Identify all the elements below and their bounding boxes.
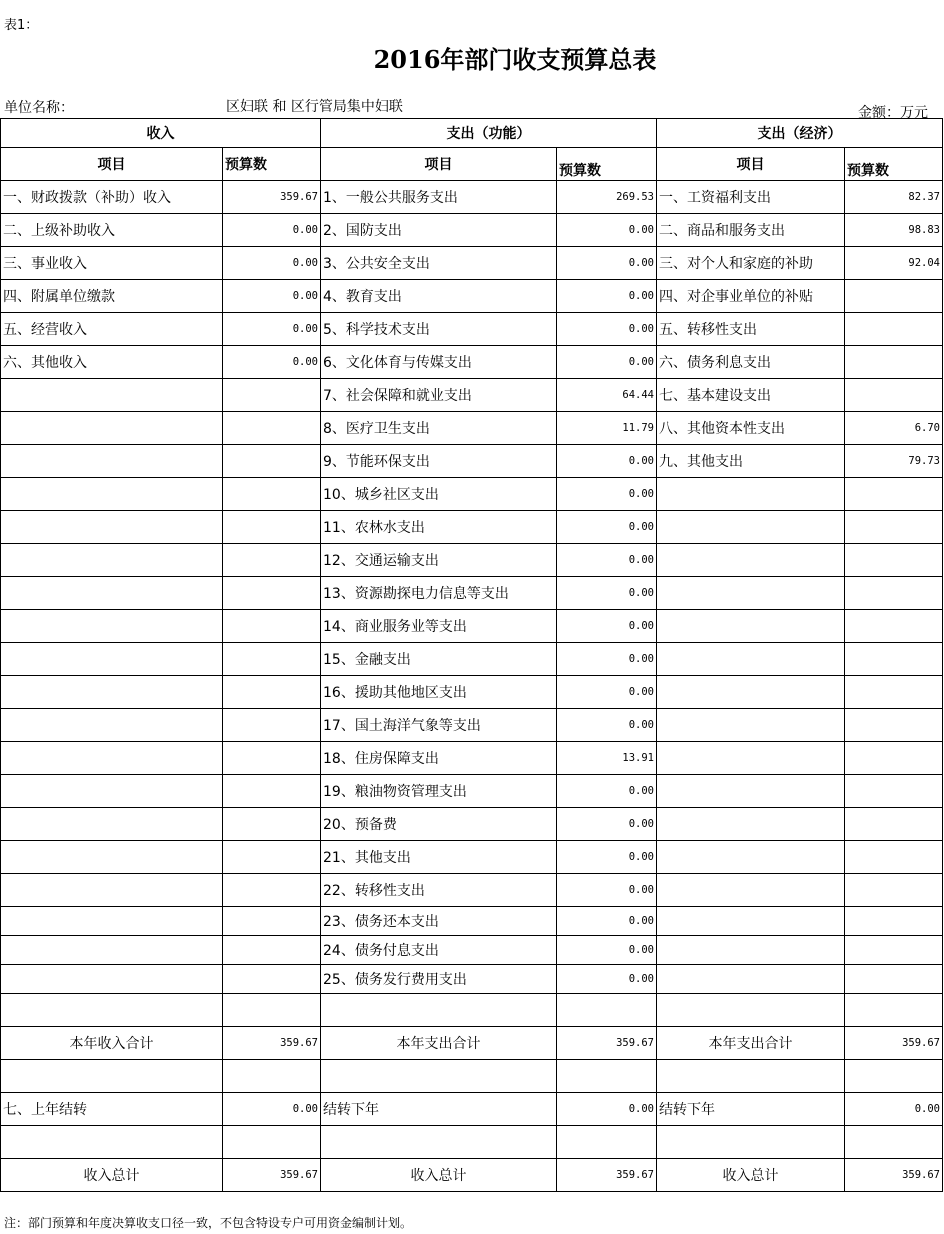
func-budget-cell: 0.00	[557, 965, 657, 994]
income-item-cell	[1, 841, 223, 874]
func-item-cell: 2、国防支出	[321, 214, 557, 247]
carryover-econ-value: 0.00	[845, 1093, 943, 1126]
carryover-func-value: 0.00	[557, 1093, 657, 1126]
econ-item-cell	[657, 936, 845, 965]
econ-item-cell	[657, 775, 845, 808]
income-item-cell	[1, 907, 223, 936]
income-item-cell	[1, 965, 223, 994]
func-item-cell: 23、债务还本支出	[321, 907, 557, 936]
func-budget-cell: 0.00	[557, 478, 657, 511]
econ-budget-cell: 79.73	[845, 445, 943, 478]
econ-item-cell: 二、商品和服务支出	[657, 214, 845, 247]
income-item-cell	[1, 445, 223, 478]
econ-budget-cell	[845, 808, 943, 841]
table-row	[1, 412, 943, 445]
header-func-budget: 预算数	[557, 148, 657, 181]
table-row	[1, 577, 943, 610]
footnote: 注：部门预算和年度决算收支口径一致，不包含特设专户可用资金编制计划。	[4, 1216, 413, 1230]
income-budget-cell	[223, 610, 321, 643]
table-row	[1, 214, 943, 247]
func-item-cell: 22、转移性支出	[321, 874, 557, 907]
carryover-func-label: 结转下年	[321, 1093, 557, 1126]
func-item-cell: 24、债务付息支出	[321, 936, 557, 965]
table-row	[1, 313, 943, 346]
carryover-econ-label: 结转下年	[657, 1093, 845, 1126]
table-row	[1, 874, 943, 907]
grand-total-func-value: 359.67	[557, 1159, 657, 1192]
func-budget-cell: 0.00	[557, 544, 657, 577]
income-budget-cell	[223, 577, 321, 610]
econ-item-cell	[657, 742, 845, 775]
econ-item-cell	[657, 874, 845, 907]
income-budget-cell	[223, 379, 321, 412]
econ-budget-cell	[845, 280, 943, 313]
func-budget-cell: 0.00	[557, 775, 657, 808]
table-row	[1, 346, 943, 379]
econ-item-cell	[657, 808, 845, 841]
func-budget-cell: 0.00	[557, 280, 657, 313]
income-budget-cell	[223, 874, 321, 907]
econ-budget-cell	[845, 577, 943, 610]
func-item-cell: 21、其他支出	[321, 841, 557, 874]
econ-item-cell	[657, 577, 845, 610]
func-budget-cell: 0.00	[557, 709, 657, 742]
income-budget-cell	[223, 775, 321, 808]
func-budget-cell: 0.00	[557, 643, 657, 676]
econ-budget-cell	[845, 709, 943, 742]
econ-budget-cell: 98.83	[845, 214, 943, 247]
econ-budget-cell	[845, 478, 943, 511]
func-budget-cell: 0.00	[557, 247, 657, 280]
func-budget-cell: 64.44	[557, 379, 657, 412]
income-budget-cell: 0.00	[223, 313, 321, 346]
header-income-item: 项目	[1, 148, 223, 181]
income-budget-cell: 0.00	[223, 346, 321, 379]
amount-unit-label: 金额：万元	[858, 105, 928, 121]
income-budget-cell	[223, 445, 321, 478]
table-row	[1, 841, 943, 874]
grand-total-income-value: 359.67	[223, 1159, 321, 1192]
econ-item-cell: 三、对个人和家庭的补助	[657, 247, 845, 280]
func-budget-cell: 0.00	[557, 214, 657, 247]
func-item-cell: 5、科学技术支出	[321, 313, 557, 346]
table-row	[1, 511, 943, 544]
income-item-cell	[1, 742, 223, 775]
func-item-cell: 15、金融支出	[321, 643, 557, 676]
func-item-cell: 6、文化体育与传媒支出	[321, 346, 557, 379]
table-row	[1, 610, 943, 643]
func-budget-cell: 0.00	[557, 808, 657, 841]
income-item-cell	[1, 610, 223, 643]
func-budget-cell: 13.91	[557, 742, 657, 775]
econ-item-cell	[657, 478, 845, 511]
income-budget-cell: 0.00	[223, 280, 321, 313]
table-row	[1, 478, 943, 511]
func-item-cell: 7、社会保障和就业支出	[321, 379, 557, 412]
page-title: 2016年部门收支预算总表	[373, 45, 657, 74]
header-econ-item: 项目	[657, 148, 845, 181]
income-total-label: 本年收入合计	[1, 1027, 223, 1060]
income-budget-cell: 0.00	[223, 214, 321, 247]
table-row	[1, 742, 943, 775]
income-budget-cell	[223, 742, 321, 775]
func-item-cell: 18、住房保障支出	[321, 742, 557, 775]
func-budget-cell: 0.00	[557, 936, 657, 965]
header-income-budget: 预算数	[223, 148, 321, 181]
table-row	[1, 544, 943, 577]
header-econ-budget: 预算数	[845, 148, 943, 181]
econ-budget-cell: 92.04	[845, 247, 943, 280]
econ-budget-cell	[845, 346, 943, 379]
table-row	[1, 643, 943, 676]
func-budget-cell: 0.00	[557, 907, 657, 936]
econ-budget-cell	[845, 379, 943, 412]
income-item-cell	[1, 478, 223, 511]
func-item-cell: 16、援助其他地区支出	[321, 676, 557, 709]
income-budget-cell	[223, 965, 321, 994]
econ-budget-cell	[845, 907, 943, 936]
income-item-cell	[1, 544, 223, 577]
func-item-cell: 1、一般公共服务支出	[321, 181, 557, 214]
func-item-cell: 19、粮油物资管理支出	[321, 775, 557, 808]
econ-budget-cell	[845, 676, 943, 709]
func-budget-cell: 0.00	[557, 313, 657, 346]
income-item-cell	[1, 936, 223, 965]
func-item-cell: 4、教育支出	[321, 280, 557, 313]
table-row	[1, 709, 943, 742]
econ-budget-cell	[845, 965, 943, 994]
func-budget-cell: 0.00	[557, 874, 657, 907]
budget-table	[0, 118, 943, 1192]
func-budget-cell: 0.00	[557, 577, 657, 610]
func-budget-cell: 0.00	[557, 511, 657, 544]
table-row	[1, 280, 943, 313]
income-budget-cell: 359.67	[223, 181, 321, 214]
header-income-group: 收入	[1, 119, 321, 148]
carryover-income-value: 0.00	[223, 1093, 321, 1126]
func-budget-cell: 269.53	[557, 181, 657, 214]
header-func-group: 支出（功能）	[321, 119, 657, 148]
table-row	[1, 181, 943, 214]
grand-total-econ-label: 收入总计	[657, 1159, 845, 1192]
econ-budget-cell	[845, 610, 943, 643]
func-budget-cell: 0.00	[557, 676, 657, 709]
econ-budget-cell	[845, 874, 943, 907]
income-item-cell	[1, 379, 223, 412]
income-budget-cell	[223, 709, 321, 742]
income-budget-cell	[223, 907, 321, 936]
econ-budget-cell	[845, 313, 943, 346]
func-item-cell: 25、债务发行费用支出	[321, 965, 557, 994]
income-item-cell: 五、经营收入	[1, 313, 223, 346]
table-row	[1, 676, 943, 709]
econ-budget-cell	[845, 841, 943, 874]
income-item-cell	[1, 412, 223, 445]
income-item-cell: 三、事业收入	[1, 247, 223, 280]
income-budget-cell	[223, 676, 321, 709]
income-item-cell: 一、财政拨款（补助）收入	[1, 181, 223, 214]
income-item-cell: 六、其他收入	[1, 346, 223, 379]
unit-name-label: 单位名称：	[4, 100, 74, 116]
func-item-cell: 10、城乡社区支出	[321, 478, 557, 511]
econ-item-cell	[657, 965, 845, 994]
table-row	[1, 775, 943, 808]
income-item-cell	[1, 874, 223, 907]
econ-item-cell	[657, 907, 845, 936]
income-budget-cell	[223, 841, 321, 874]
func-budget-cell: 0.00	[557, 610, 657, 643]
econ-budget-cell: 82.37	[845, 181, 943, 214]
income-budget-cell: 0.00	[223, 247, 321, 280]
econ-total-label: 本年支出合计	[657, 1027, 845, 1060]
econ-budget-cell	[845, 511, 943, 544]
econ-item-cell	[657, 709, 845, 742]
econ-budget-cell: 6.70	[845, 412, 943, 445]
income-budget-cell	[223, 511, 321, 544]
func-budget-cell: 0.00	[557, 346, 657, 379]
econ-item-cell	[657, 511, 845, 544]
table-row	[1, 965, 943, 994]
econ-item-cell: 八、其他资本性支出	[657, 412, 845, 445]
table-row	[1, 936, 943, 965]
income-item-cell: 二、上级补助收入	[1, 214, 223, 247]
income-item-cell	[1, 709, 223, 742]
income-total-value: 359.67	[223, 1027, 321, 1060]
func-item-cell: 8、医疗卫生支出	[321, 412, 557, 445]
func-item-cell: 20、预备费	[321, 808, 557, 841]
econ-total-value: 359.67	[845, 1027, 943, 1060]
income-item-cell	[1, 808, 223, 841]
func-item-cell: 17、国土海洋气象等支出	[321, 709, 557, 742]
econ-item-cell: 九、其他支出	[657, 445, 845, 478]
carryover-income-label: 七、上年结转	[1, 1093, 223, 1126]
func-item-cell: 9、节能环保支出	[321, 445, 557, 478]
table-row	[1, 445, 943, 478]
table-label: 表1：	[4, 18, 39, 33]
header-econ-group: 支出（经济）	[657, 119, 943, 148]
func-budget-cell: 11.79	[557, 412, 657, 445]
econ-item-cell	[657, 841, 845, 874]
table-row	[1, 907, 943, 936]
econ-item-cell: 四、对企事业单位的补贴	[657, 280, 845, 313]
income-item-cell	[1, 511, 223, 544]
grand-total-income-label: 收入总计	[1, 1159, 223, 1192]
func-total-value: 359.67	[557, 1027, 657, 1060]
income-item-cell: 四、附属单位缴款	[1, 280, 223, 313]
grand-total-func-label: 收入总计	[321, 1159, 557, 1192]
income-budget-cell	[223, 544, 321, 577]
income-budget-cell	[223, 478, 321, 511]
income-item-cell	[1, 643, 223, 676]
table-row	[1, 808, 943, 841]
func-budget-cell: 0.00	[557, 445, 657, 478]
econ-item-cell: 一、工资福利支出	[657, 181, 845, 214]
econ-budget-cell	[845, 742, 943, 775]
func-total-label: 本年支出合计	[321, 1027, 557, 1060]
econ-item-cell	[657, 643, 845, 676]
econ-item-cell: 七、基本建设支出	[657, 379, 845, 412]
func-item-cell: 13、资源勘探电力信息等支出	[321, 577, 557, 610]
econ-item-cell: 六、债务利息支出	[657, 346, 845, 379]
income-item-cell	[1, 676, 223, 709]
grand-total-econ-value: 359.67	[845, 1159, 943, 1192]
income-budget-cell	[223, 808, 321, 841]
table-row	[1, 247, 943, 280]
econ-budget-cell	[845, 775, 943, 808]
econ-budget-cell	[845, 643, 943, 676]
income-budget-cell	[223, 936, 321, 965]
func-item-cell: 14、商业服务业等支出	[321, 610, 557, 643]
unit-name-value: 区妇联 和 区行管局集中妇联	[226, 99, 403, 115]
econ-item-cell	[657, 544, 845, 577]
econ-budget-cell	[845, 544, 943, 577]
econ-item-cell	[657, 676, 845, 709]
income-budget-cell	[223, 643, 321, 676]
income-item-cell	[1, 577, 223, 610]
income-item-cell	[1, 775, 223, 808]
income-budget-cell	[223, 412, 321, 445]
econ-item-cell: 五、转移性支出	[657, 313, 845, 346]
func-item-cell: 11、农林水支出	[321, 511, 557, 544]
header-func-item: 项目	[321, 148, 557, 181]
func-budget-cell: 0.00	[557, 841, 657, 874]
table-row	[1, 379, 943, 412]
econ-budget-cell	[845, 936, 943, 965]
econ-item-cell	[657, 610, 845, 643]
func-item-cell: 12、交通运输支出	[321, 544, 557, 577]
func-item-cell: 3、公共安全支出	[321, 247, 557, 280]
